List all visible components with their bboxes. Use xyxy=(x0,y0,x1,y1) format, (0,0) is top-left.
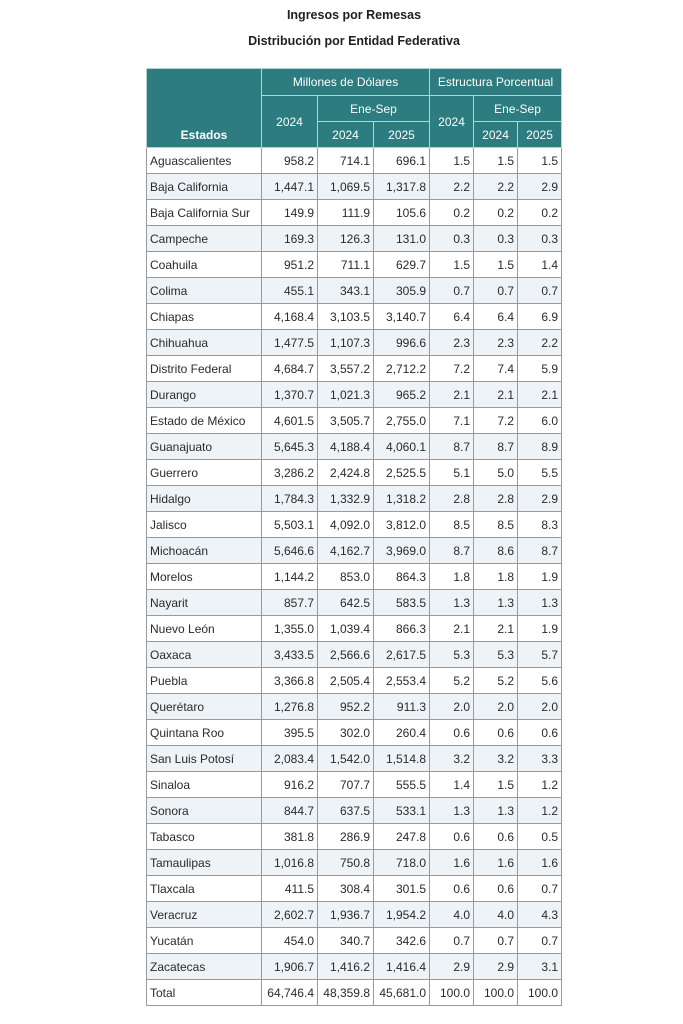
cell-value: 8.9 xyxy=(518,434,562,460)
cell-value: 864.3 xyxy=(374,564,430,590)
cell-estado: Morelos xyxy=(147,564,262,590)
cell-value: 111.9 xyxy=(318,200,374,226)
cell-value: 1.8 xyxy=(430,564,474,590)
cell-value: 951.2 xyxy=(262,252,318,278)
cell-value: 0.3 xyxy=(518,226,562,252)
table-row xyxy=(147,408,562,434)
cell-estado: Sinaloa xyxy=(147,772,262,798)
table-row xyxy=(147,980,562,1006)
cell-estado: Nayarit xyxy=(147,590,262,616)
cell-value: 1,069.5 xyxy=(318,174,374,200)
cell-value: 2.9 xyxy=(518,486,562,512)
cell-value: 0.2 xyxy=(430,200,474,226)
cell-value: 714.1 xyxy=(318,148,374,174)
cell-value: 2.9 xyxy=(430,954,474,980)
cell-value: 1.2 xyxy=(518,772,562,798)
cell-value: 2,083.4 xyxy=(262,746,318,772)
cell-value: 0.6 xyxy=(518,720,562,746)
cell-value: 0.7 xyxy=(474,928,518,954)
cell-value: 0.6 xyxy=(474,876,518,902)
table-row xyxy=(147,928,562,954)
cell-value: 343.1 xyxy=(318,278,374,304)
cell-value: 3.2 xyxy=(474,746,518,772)
cell-value: 4,168.4 xyxy=(262,304,318,330)
cell-value: 454.0 xyxy=(262,928,318,954)
cell-value: 1.5 xyxy=(518,148,562,174)
cell-value: 2.9 xyxy=(518,174,562,200)
cell-estado: Nuevo León xyxy=(147,616,262,642)
cell-estado: Yucatán xyxy=(147,928,262,954)
cell-value: 2.2 xyxy=(430,174,474,200)
cell-value: 1,370.7 xyxy=(262,382,318,408)
cell-value: 1,447.1 xyxy=(262,174,318,200)
table-row xyxy=(147,642,562,668)
cell-value: 707.7 xyxy=(318,772,374,798)
cell-value: 1.6 xyxy=(518,850,562,876)
cell-value: 1,016.8 xyxy=(262,850,318,876)
cell-value: 958.2 xyxy=(262,148,318,174)
header-estructura-2024: 2024 xyxy=(430,96,474,148)
cell-value: 2,602.7 xyxy=(262,902,318,928)
table-row xyxy=(147,434,562,460)
cell-value: 1.5 xyxy=(474,148,518,174)
cell-value: 1.3 xyxy=(474,798,518,824)
cell-value: 718.0 xyxy=(374,850,430,876)
cell-value: 455.1 xyxy=(262,278,318,304)
cell-value: 8.7 xyxy=(430,434,474,460)
cell-value: 1,317.8 xyxy=(374,174,430,200)
cell-value: 381.8 xyxy=(262,824,318,850)
cell-value: 0.7 xyxy=(518,928,562,954)
cell-value: 1,107.3 xyxy=(318,330,374,356)
cell-estado: Jalisco xyxy=(147,512,262,538)
cell-value: 6.4 xyxy=(474,304,518,330)
cell-value: 2.0 xyxy=(518,694,562,720)
cell-value: 1,332.9 xyxy=(318,486,374,512)
cell-estado: Baja California xyxy=(147,174,262,200)
table-row xyxy=(147,798,562,824)
cell-value: 1.2 xyxy=(518,798,562,824)
cell-value: 1.4 xyxy=(518,252,562,278)
cell-value: 3.3 xyxy=(518,746,562,772)
cell-estado: Quintana Roo xyxy=(147,720,262,746)
cell-value: 7.2 xyxy=(474,408,518,434)
cell-value: 3,103.5 xyxy=(318,304,374,330)
cell-value: 2.8 xyxy=(474,486,518,512)
cell-value: 1.8 xyxy=(474,564,518,590)
cell-estado: Guanajuato xyxy=(147,434,262,460)
cell-value: 952.2 xyxy=(318,694,374,720)
cell-value: 5,646.6 xyxy=(262,538,318,564)
cell-value: 4,162.7 xyxy=(318,538,374,564)
cell-value: 2.8 xyxy=(430,486,474,512)
table-row xyxy=(147,720,562,746)
cell-value: 6.9 xyxy=(518,304,562,330)
cell-value: 0.7 xyxy=(430,928,474,954)
cell-value: 4.0 xyxy=(474,902,518,928)
cell-value: 642.5 xyxy=(318,590,374,616)
cell-value: 7.4 xyxy=(474,356,518,382)
table-row xyxy=(147,876,562,902)
cell-estado: Aguascalientes xyxy=(147,148,262,174)
table-header xyxy=(147,69,562,148)
table-row xyxy=(147,512,562,538)
cell-value: 3,505.7 xyxy=(318,408,374,434)
cell-value: 0.7 xyxy=(518,278,562,304)
cell-value: 555.5 xyxy=(374,772,430,798)
cell-value: 2.3 xyxy=(474,330,518,356)
table-row xyxy=(147,616,562,642)
cell-value: 0.3 xyxy=(474,226,518,252)
cell-value: 1.3 xyxy=(518,590,562,616)
cell-value: 100.0 xyxy=(430,980,474,1006)
cell-value: 4,060.1 xyxy=(374,434,430,460)
cell-value: 126.3 xyxy=(318,226,374,252)
cell-value: 2.2 xyxy=(518,330,562,356)
cell-value: 247.8 xyxy=(374,824,430,850)
cell-value: 857.7 xyxy=(262,590,318,616)
cell-estado: Chiapas xyxy=(147,304,262,330)
cell-value: 8.7 xyxy=(518,538,562,564)
cell-value: 866.3 xyxy=(374,616,430,642)
cell-value: 3,969.0 xyxy=(374,538,430,564)
cell-value: 711.1 xyxy=(318,252,374,278)
cell-value: 1,318.2 xyxy=(374,486,430,512)
cell-value: 0.6 xyxy=(430,720,474,746)
cell-estado: Zacatecas xyxy=(147,954,262,980)
cell-value: 286.9 xyxy=(318,824,374,850)
cell-value: 4,684.7 xyxy=(262,356,318,382)
cell-value: 5.0 xyxy=(474,460,518,486)
cell-value: 301.5 xyxy=(374,876,430,902)
table-body xyxy=(147,148,562,1006)
cell-value: 3,140.7 xyxy=(374,304,430,330)
table-row xyxy=(147,590,562,616)
cell-value: 7.2 xyxy=(430,356,474,382)
cell-value: 5,645.3 xyxy=(262,434,318,460)
cell-value: 308.4 xyxy=(318,876,374,902)
cell-value: 0.6 xyxy=(474,824,518,850)
cell-value: 342.6 xyxy=(374,928,430,954)
header-estructura-ene-sep: Ene-Sep xyxy=(474,96,562,122)
header-group-estructura: Estructura Porcentual xyxy=(430,69,562,96)
cell-value: 2.1 xyxy=(474,616,518,642)
cell-value: 8.7 xyxy=(430,538,474,564)
cell-value: 1.4 xyxy=(430,772,474,798)
cell-value: 853.0 xyxy=(318,564,374,590)
cell-value: 64,746.4 xyxy=(262,980,318,1006)
cell-value: 100.0 xyxy=(518,980,562,1006)
cell-estado: Baja California Sur xyxy=(147,200,262,226)
cell-value: 2.1 xyxy=(430,382,474,408)
cell-value: 48,359.8 xyxy=(318,980,374,1006)
cell-value: 1.9 xyxy=(518,564,562,590)
cell-value: 996.6 xyxy=(374,330,430,356)
cell-value: 1,416.2 xyxy=(318,954,374,980)
cell-value: 0.6 xyxy=(430,876,474,902)
cell-estado: Querétaro xyxy=(147,694,262,720)
cell-value: 916.2 xyxy=(262,772,318,798)
cell-value: 1,355.0 xyxy=(262,616,318,642)
cell-value: 533.1 xyxy=(374,798,430,824)
cell-value: 395.5 xyxy=(262,720,318,746)
cell-value: 3,286.2 xyxy=(262,460,318,486)
cell-estado: Tamaulipas xyxy=(147,850,262,876)
header-estructura-ene-sep-2024: 2024 xyxy=(474,122,518,148)
cell-value: 2.0 xyxy=(430,694,474,720)
cell-value: 5.3 xyxy=(430,642,474,668)
cell-estado: San Luis Potosí xyxy=(147,746,262,772)
table-row xyxy=(147,564,562,590)
cell-value: 302.0 xyxy=(318,720,374,746)
cell-value: 5.1 xyxy=(430,460,474,486)
table-row xyxy=(147,200,562,226)
table-row xyxy=(147,356,562,382)
cell-estado: Guerrero xyxy=(147,460,262,486)
cell-value: 169.3 xyxy=(262,226,318,252)
cell-value: 2.1 xyxy=(518,382,562,408)
cell-value: 131.0 xyxy=(374,226,430,252)
table-row xyxy=(147,694,562,720)
cell-value: 0.6 xyxy=(474,720,518,746)
cell-value: 3.2 xyxy=(430,746,474,772)
cell-value: 1.5 xyxy=(430,148,474,174)
cell-value: 2.0 xyxy=(474,694,518,720)
cell-value: 6.0 xyxy=(518,408,562,434)
cell-value: 1,416.4 xyxy=(374,954,430,980)
cell-value: 2,525.5 xyxy=(374,460,430,486)
cell-value: 105.6 xyxy=(374,200,430,226)
cell-value: 5.3 xyxy=(474,642,518,668)
cell-value: 1.6 xyxy=(430,850,474,876)
cell-value: 1,542.0 xyxy=(318,746,374,772)
cell-value: 5,503.1 xyxy=(262,512,318,538)
cell-value: 3,812.0 xyxy=(374,512,430,538)
cell-value: 0.7 xyxy=(518,876,562,902)
cell-estado: Campeche xyxy=(147,226,262,252)
cell-value: 5.2 xyxy=(430,668,474,694)
header-millones-ene-sep: Ene-Sep xyxy=(318,96,430,122)
table-row xyxy=(147,382,562,408)
cell-value: 0.2 xyxy=(518,200,562,226)
cell-value: 5.5 xyxy=(518,460,562,486)
cell-value: 1.9 xyxy=(518,616,562,642)
table-row xyxy=(147,902,562,928)
cell-estado: Colima xyxy=(147,278,262,304)
cell-value: 8.7 xyxy=(474,434,518,460)
cell-value: 1.3 xyxy=(430,798,474,824)
cell-value: 4,092.0 xyxy=(318,512,374,538)
cell-value: 1,906.7 xyxy=(262,954,318,980)
cell-value: 2.3 xyxy=(430,330,474,356)
cell-estado: Hidalgo xyxy=(147,486,262,512)
cell-estado: Puebla xyxy=(147,668,262,694)
cell-value: 2,617.5 xyxy=(374,642,430,668)
cell-value: 0.2 xyxy=(474,200,518,226)
table-row xyxy=(147,330,562,356)
cell-value: 45,681.0 xyxy=(374,980,430,1006)
cell-value: 0.7 xyxy=(474,278,518,304)
cell-value: 1,144.2 xyxy=(262,564,318,590)
cell-estado: Tabasco xyxy=(147,824,262,850)
cell-value: 8.6 xyxy=(474,538,518,564)
cell-value: 100.0 xyxy=(474,980,518,1006)
cell-estado: Distrito Federal xyxy=(147,356,262,382)
cell-value: 2,505.4 xyxy=(318,668,374,694)
cell-value: 583.5 xyxy=(374,590,430,616)
table-row xyxy=(147,174,562,200)
cell-estado: Chihuahua xyxy=(147,330,262,356)
table-row xyxy=(147,252,562,278)
cell-value: 629.7 xyxy=(374,252,430,278)
cell-value: 2,566.6 xyxy=(318,642,374,668)
table-row xyxy=(147,772,562,798)
header-estructura-ene-sep-2025: 2025 xyxy=(518,122,562,148)
table-row xyxy=(147,746,562,772)
cell-value: 2.1 xyxy=(430,616,474,642)
cell-value: 1,276.8 xyxy=(262,694,318,720)
cell-value: 4,188.4 xyxy=(318,434,374,460)
cell-value: 1.6 xyxy=(474,850,518,876)
cell-value: 8.3 xyxy=(518,512,562,538)
cell-value: 2.2 xyxy=(474,174,518,200)
header-estados: Estados xyxy=(147,69,262,148)
cell-value: 0.6 xyxy=(430,824,474,850)
cell-estado: Michoacán xyxy=(147,538,262,564)
cell-value: 1.5 xyxy=(474,252,518,278)
cell-value: 7.1 xyxy=(430,408,474,434)
table-row xyxy=(147,824,562,850)
cell-value: 1,477.5 xyxy=(262,330,318,356)
cell-value: 340.7 xyxy=(318,928,374,954)
cell-value: 965.2 xyxy=(374,382,430,408)
cell-value: 1,936.7 xyxy=(318,902,374,928)
cell-value: 8.5 xyxy=(430,512,474,538)
table-row xyxy=(147,486,562,512)
cell-value: 637.5 xyxy=(318,798,374,824)
header-millones-2024: 2024 xyxy=(262,96,318,148)
cell-value: 2,712.2 xyxy=(374,356,430,382)
table-row xyxy=(147,460,562,486)
cell-value: 2,424.8 xyxy=(318,460,374,486)
cell-value: 260.4 xyxy=(374,720,430,746)
cell-estado: Veracruz xyxy=(147,902,262,928)
cell-estado: Coahuila xyxy=(147,252,262,278)
cell-value: 0.3 xyxy=(430,226,474,252)
page-subtitle: Distribución por Entidad Federativa xyxy=(248,34,460,48)
page-title: Ingresos por Remesas xyxy=(286,8,422,22)
table-row xyxy=(147,538,562,564)
cell-value: 3,557.2 xyxy=(318,356,374,382)
cell-value: 844.7 xyxy=(262,798,318,824)
cell-value: 696.1 xyxy=(374,148,430,174)
cell-value: 3,433.5 xyxy=(262,642,318,668)
cell-estado: Sonora xyxy=(147,798,262,824)
cell-value: 2.9 xyxy=(474,954,518,980)
cell-value: 2,755.0 xyxy=(374,408,430,434)
cell-value: 6.4 xyxy=(430,304,474,330)
cell-estado: Durango xyxy=(147,382,262,408)
cell-value: 5.6 xyxy=(518,668,562,694)
table-row xyxy=(147,278,562,304)
cell-estado: Tlaxcala xyxy=(147,876,262,902)
header-millones-ene-sep-2024: 2024 xyxy=(318,122,374,148)
remesas-table xyxy=(146,68,562,1006)
cell-value: 1,514.8 xyxy=(374,746,430,772)
cell-estado: Oaxaca xyxy=(147,642,262,668)
cell-value: 1,954.2 xyxy=(374,902,430,928)
cell-value: 2.1 xyxy=(474,382,518,408)
cell-value: 911.3 xyxy=(374,694,430,720)
cell-value: 2,553.4 xyxy=(374,668,430,694)
cell-value: 5.9 xyxy=(518,356,562,382)
table-row xyxy=(147,304,562,330)
cell-value: 0.7 xyxy=(430,278,474,304)
cell-estado: Total xyxy=(147,980,262,1006)
cell-value: 8.5 xyxy=(474,512,518,538)
cell-value: 5.7 xyxy=(518,642,562,668)
table-row xyxy=(147,226,562,252)
cell-value: 5.2 xyxy=(474,668,518,694)
table-row xyxy=(147,668,562,694)
cell-value: 750.8 xyxy=(318,850,374,876)
cell-value: 1.5 xyxy=(430,252,474,278)
cell-value: 4.3 xyxy=(518,902,562,928)
cell-value: 411.5 xyxy=(262,876,318,902)
cell-value: 4.0 xyxy=(430,902,474,928)
cell-value: 0.5 xyxy=(518,824,562,850)
table-row xyxy=(147,954,562,980)
cell-value: 4,601.5 xyxy=(262,408,318,434)
cell-value: 305.9 xyxy=(374,278,430,304)
header-group-millones: Millones de Dólares xyxy=(262,69,430,96)
table-row xyxy=(147,850,562,876)
cell-value: 1,784.3 xyxy=(262,486,318,512)
cell-value: 1.5 xyxy=(474,772,518,798)
table-row xyxy=(147,148,562,174)
cell-value: 1.3 xyxy=(430,590,474,616)
cell-value: 1.3 xyxy=(474,590,518,616)
cell-value: 3.1 xyxy=(518,954,562,980)
header-millones-ene-sep-2025: 2025 xyxy=(374,122,430,148)
cell-estado: Estado de México xyxy=(147,408,262,434)
cell-value: 149.9 xyxy=(262,200,318,226)
cell-value: 3,366.8 xyxy=(262,668,318,694)
cell-value: 1,021.3 xyxy=(318,382,374,408)
cell-value: 1,039.4 xyxy=(318,616,374,642)
